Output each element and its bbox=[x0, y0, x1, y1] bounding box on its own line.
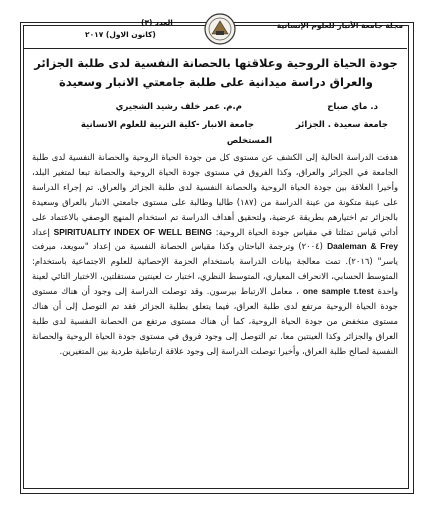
journal-title: مجلة جامعة الأنبار للعلوم الإنسانية bbox=[276, 21, 403, 30]
author-block bbox=[30, 96, 402, 144]
page-header bbox=[23, 8, 407, 48]
abstract-text: هدفت الدراسة الحالية إلى الكشف عن مستوى كل من جودة الحياة الروحية والحصانة النفسية لدى طلبة الجامعة في الجزائر والعراق، وكذا الفروق في مستوى جودة الحياة الروحية والحصانة تبعا لمتغير البلد، وأخيرا العلاقة بين جودة الحياة الروحية والحصانة النفسية لدى طلبة الجزائر والعراق. تم إجراء الدراسة على عينة متكونة من عينة الدراسة من (١٨٧) طالبا وطالبة على مستوى جامعتي الانبار بالعراق وسعيدة بالجزائر تم اختيارهم بطريقة عرضية، ولتحقيق أهداف الدراسة تم استخدام المنهج الوصفي بالاعتماد على أداتي قياس تمثلتا في مقياس جودة الحياة الروحية: bbox=[32, 152, 398, 237]
paper-title: جودة الحياة الروحية وعلاقتها بالحصانة النفسية لدى طلبة الجزائر والعراق دراسة ميدانية على طلبة جامعتي الانبار وسعيدة bbox=[34, 56, 398, 89]
abstract-paragraph bbox=[32, 150, 398, 359]
university-seal-icon bbox=[203, 12, 237, 46]
author-name: م.م. عمر خلف رشيد الشجيري bbox=[115, 102, 242, 112]
abstract-text: إعداد bbox=[32, 226, 50, 237]
abstract-text: (٢٠٠٤) وترجمة الباحثان وكذا مقياس الحصانة النفسية من إعداد "سويعد، ميرفت ياسر" (٢٠١٦). تمت معالجة بيانات الدراسة باستخدام الحزمة الإحصائية للعلوم الاجتماعية باستخدام: المتوسط الحسابي، الانحراف المعياري، المتوسط النظري، اختبار ت لعينتين مستقلتين، الاختبار التائي لعينة واحدة bbox=[32, 241, 398, 297]
issue-date: (كانون الاول) ٢٠١٧ bbox=[85, 30, 156, 39]
scale-name-english: SPIRITUALITY INDEX OF WELL BEING bbox=[53, 226, 212, 237]
scale-authors-english: Daaleman & Frey bbox=[327, 241, 398, 252]
author-name: د. ماي صباح bbox=[327, 102, 378, 112]
author-affiliation: جامعة الانبار -كلية التربية للعلوم الانسانية bbox=[80, 120, 254, 130]
section-heading: المستخلص bbox=[226, 136, 272, 146]
abstract-text: ، معامل الارتباط بيرسون. وقد توصلت الدراسة إلى وجود أن هناك مستوى جودة الحياة الروحية مرتفع لدى طلبة العراق، فيما يتعلق بطلبة الجزائر فقد تم التوصل إلى أن هناك مستوى منخفض من جودة الحياة الروحية، كما أن هناك مستوى مرتفع من الحصانة النفسية لدى طلبة العراق والجزائر وكذا العينتين معا. تم التوصل إلى وجود فروق في مستوى جودة الحياة الروحية والحصانة النفسية لصالح طلبة العراق، وأخيرا توصلت الدراسة إلى وجود علاقة ارتباطية طردية بين المتغيرين. bbox=[32, 286, 398, 356]
test-name-english: one sample t.test bbox=[302, 286, 374, 297]
issue-number: العدد (٣) bbox=[141, 18, 173, 27]
abstract-body bbox=[32, 150, 398, 359]
header-divider bbox=[23, 48, 407, 49]
author-affiliation: جامعة سعيدة . الجزائر bbox=[295, 120, 388, 130]
